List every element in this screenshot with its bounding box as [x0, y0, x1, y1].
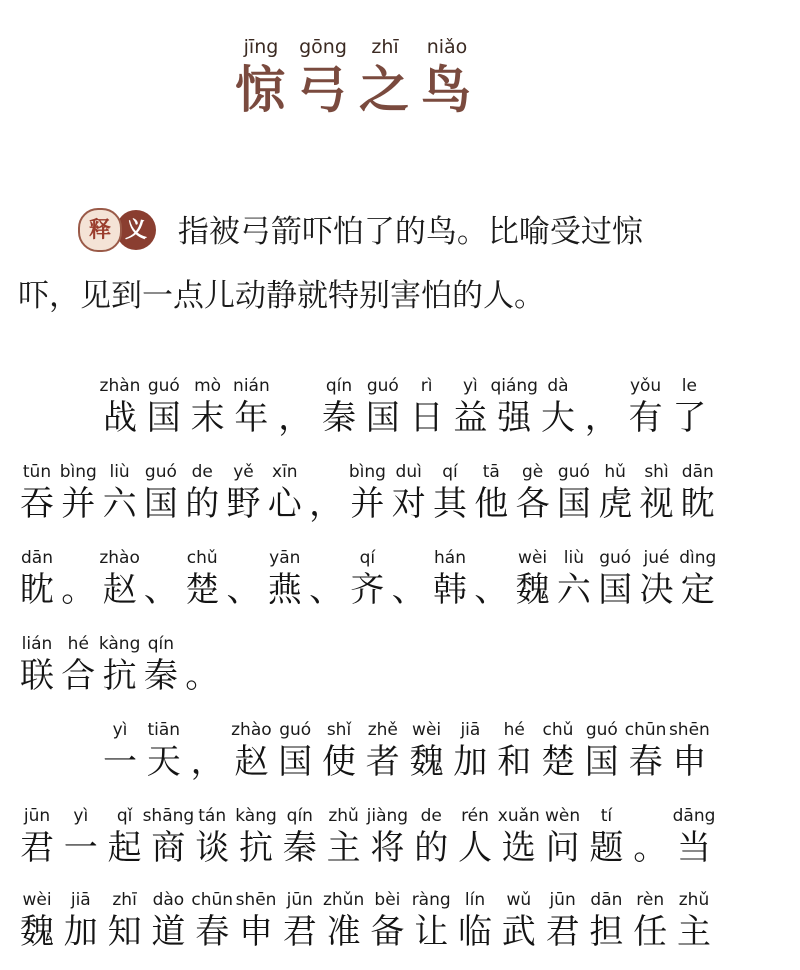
hanzi-char: 谈 [195, 828, 230, 868]
pinyin-syllable: lín [464, 890, 486, 910]
hanzi-char: 申 [239, 912, 273, 952]
hanzi-char: 道 [151, 912, 186, 952]
title-pinyin-syllable: jīng [243, 36, 279, 58]
hanzi-char: 让 [414, 912, 449, 952]
hanzi-char: 使 [322, 742, 356, 782]
pinyin-syllable: hé [503, 720, 525, 740]
hanzi-char: 联 [20, 656, 54, 696]
pinyin-syllable: rèn [636, 890, 665, 910]
hanzi-char: 楚 [185, 570, 220, 610]
hanzi-char: 担 [589, 912, 624, 952]
hanzi-char: 他 [474, 484, 509, 524]
hanzi-char: 君 [545, 912, 580, 952]
pinyin-syllable: tiān [147, 720, 181, 740]
story-line [0, 806, 800, 886]
pinyin-syllable: tí [600, 806, 613, 826]
hanzi-char: 六 [556, 570, 591, 610]
pinyin-syllable: yì [112, 720, 128, 740]
pinyin-syllable: chūn [624, 720, 667, 740]
pinyin-syllable: dān [21, 548, 53, 568]
pinyin-syllable: xuǎn [497, 806, 540, 826]
pinyin-syllable: shēn [668, 720, 710, 740]
pinyin-syllable: guó [599, 548, 632, 568]
pinyin-syllable: dìng [679, 548, 717, 568]
pinyin-syllable: zhàn [99, 376, 141, 396]
pinyin-syllable: ràng [411, 890, 451, 910]
pinyin-syllable: qí [442, 462, 458, 482]
hanzi-char: 加 [453, 742, 488, 782]
hanzi-char: 国 [365, 398, 400, 438]
hanzi-char: 武 [501, 912, 536, 952]
pinyin-syllable: lián [21, 634, 53, 654]
hanzi-char: 魏 [515, 570, 550, 610]
hanzi-char: 一 [103, 742, 137, 782]
story-line [0, 720, 800, 800]
hanzi-char: 主 [326, 828, 361, 868]
pinyin-syllable: liù [563, 548, 585, 568]
hanzi-char: 秦 [322, 398, 356, 438]
pinyin-syllable: rén [461, 806, 489, 826]
pinyin-syllable: zhǔn [322, 890, 365, 910]
hanzi-char: 、 [391, 570, 426, 610]
hanzi-char: 益 [453, 398, 488, 438]
pinyin-syllable: guó [279, 720, 312, 740]
story-line [0, 376, 800, 456]
pinyin-syllable: mò [194, 376, 222, 396]
pinyin-syllable: yì [462, 376, 478, 396]
story-line [0, 548, 800, 628]
pinyin-syllable: zhǔ [328, 806, 359, 826]
hanzi-char: 韩 [433, 570, 467, 610]
hanzi-char: 秦 [143, 656, 178, 696]
pinyin-syllable: xīn [272, 462, 298, 482]
pinyin-syllable: duì [395, 462, 422, 482]
pinyin-syllable: shēn [235, 890, 277, 910]
hanzi-char: 申 [672, 742, 707, 782]
pinyin-syllable: jiàng [366, 806, 409, 826]
hanzi-char: 战 [103, 398, 137, 438]
hanzi-char: 和 [497, 742, 532, 782]
hanzi-char: 齐 [350, 570, 385, 610]
hanzi-char: 一 [63, 828, 98, 868]
pinyin-syllable: shì [644, 462, 669, 482]
hanzi-char: 者 [365, 742, 400, 782]
definition-text-2: 吓，见到一点儿动静就特别害怕的人。 [18, 278, 545, 314]
hanzi-char: 国 [278, 742, 313, 782]
definition-line-2 [18, 264, 718, 328]
pinyin-syllable: yě [233, 462, 254, 482]
story-line [0, 462, 800, 542]
pinyin-syllable: kàng [235, 806, 277, 826]
pinyin-syllable: guó [366, 376, 399, 396]
title-char: 之 [359, 60, 411, 119]
hanzi-char: 将 [370, 828, 405, 868]
title-pinyin-syllable: zhī [371, 36, 399, 58]
hanzi-char: ， [309, 484, 344, 524]
pinyin-syllable: hǔ [604, 462, 626, 482]
hanzi-char: 末 [190, 398, 225, 438]
pinyin-syllable: dào [152, 890, 185, 910]
hanzi-char: 商 [151, 828, 186, 868]
pinyin-syllable: zhǔ [678, 890, 710, 910]
hanzi-char: 的 [185, 484, 220, 524]
hanzi-char: 燕 [267, 570, 302, 610]
hanzi-char: 。 [185, 656, 220, 696]
hanzi-char: 起 [107, 828, 142, 868]
pinyin-syllable: jūn [23, 806, 51, 826]
pinyin-syllable: yān [269, 548, 301, 568]
pinyin-syllable: qiáng [490, 376, 538, 396]
hanzi-char: 国 [143, 484, 178, 524]
hanzi-char: 年 [234, 398, 269, 438]
hanzi-char: 、 [226, 570, 261, 610]
pinyin-syllable: guó [147, 376, 180, 396]
hanzi-char: 任 [633, 912, 668, 952]
title-pinyin-row [230, 36, 490, 62]
pinyin-syllable: nián [233, 376, 270, 396]
pinyin-syllable: chǔ [186, 548, 218, 568]
hanzi-char: 抗 [102, 656, 137, 696]
pinyin-syllable: de [420, 806, 442, 826]
pinyin-syllable: wèi [22, 890, 52, 910]
hanzi-char: 加 [63, 912, 98, 952]
pinyin-syllable: wèi [518, 548, 548, 568]
hanzi-char: 赵 [102, 570, 137, 610]
hanzi-char: 。 [61, 570, 96, 610]
hanzi-char: 主 [677, 912, 711, 952]
pinyin-syllable: jiā [460, 720, 481, 740]
hanzi-char: 心 [267, 484, 302, 524]
hanzi-char: 春 [628, 742, 663, 782]
pinyin-syllable: dāng [672, 806, 716, 826]
hanzi-char: 知 [107, 912, 142, 952]
pinyin-syllable: zhī [112, 890, 137, 910]
pinyin-syllable: kàng [98, 634, 141, 654]
pinyin-syllable: guó [557, 462, 590, 482]
definition-block [18, 200, 718, 328]
pinyin-syllable: bèi [374, 890, 401, 910]
hanzi-char: 定 [680, 570, 715, 610]
hanzi-char: 魏 [409, 742, 444, 782]
hanzi-char: ， [584, 398, 619, 438]
hanzi-char: 六 [102, 484, 137, 524]
definition-line-1 [18, 200, 718, 264]
pinyin-syllable: shǐ [326, 720, 352, 740]
hanzi-char: 的 [414, 828, 449, 868]
hanzi-char: 、 [309, 570, 344, 610]
pinyin-syllable: guó [585, 720, 618, 740]
pinyin-syllable: jūn [549, 890, 576, 910]
pinyin-syllable: bìng [59, 462, 97, 482]
hanzi-char: 强 [497, 398, 532, 438]
hanzi-char: ， [278, 398, 313, 438]
hanzi-char: 当 [677, 828, 711, 868]
page-title [230, 62, 490, 118]
hanzi-char: 有 [628, 398, 663, 438]
pinyin-syllable: tā [482, 462, 500, 482]
hanzi-char: 了 [672, 398, 707, 438]
pinyin-syllable: tūn [22, 462, 52, 482]
pinyin-syllable: gè [521, 462, 544, 482]
hanzi-char: 决 [639, 570, 674, 610]
pinyin-syllable: hán [434, 548, 466, 568]
definition-text-1: 指被弓箭吓怕了的鸟。比喻受过惊 [177, 214, 643, 250]
hanzi-char: 备 [370, 912, 405, 952]
hanzi-char: 、 [143, 570, 178, 610]
hanzi-char: 野 [226, 484, 261, 524]
hanzi-char: 国 [556, 484, 591, 524]
hanzi-char: 并 [61, 484, 96, 524]
hanzi-char: ， [190, 742, 225, 782]
title-block [230, 36, 490, 118]
pinyin-syllable: dān [681, 462, 714, 482]
pinyin-syllable: le [681, 376, 697, 396]
pinyin-syllable: zhào [231, 720, 272, 740]
hanzi-char: 各 [515, 484, 550, 524]
pinyin-syllable: liù [109, 462, 130, 482]
definition-badge [78, 208, 156, 252]
pinyin-syllable: shāng [142, 806, 195, 826]
pinyin-syllable: bìng [348, 462, 386, 482]
pinyin-syllable: jūn [286, 890, 313, 910]
hanzi-char: 。 [633, 828, 668, 868]
title-char: 惊 [235, 60, 287, 119]
hanzi-char: 魏 [20, 912, 54, 952]
hanzi-char: 问 [545, 828, 580, 868]
pinyin-syllable: guó [144, 462, 177, 482]
hanzi-char: 人 [458, 828, 492, 868]
hanzi-char: 大 [541, 398, 575, 438]
hanzi-char: 对 [391, 484, 426, 524]
pinyin-syllable: zhào [99, 548, 140, 568]
pinyin-syllable: qín [147, 634, 175, 654]
hanzi-char: 赵 [234, 742, 269, 782]
pinyin-syllable: chūn [191, 890, 234, 910]
hanzi-char: 国 [598, 570, 633, 610]
hanzi-char: 题 [589, 828, 624, 868]
pinyin-syllable: wèi [412, 720, 442, 740]
hanzi-char: 临 [458, 912, 492, 952]
pinyin-syllable: tán [198, 806, 227, 826]
hanzi-char: 眈 [20, 570, 54, 610]
pinyin-syllable: qǐ [116, 806, 133, 826]
hanzi-char: 抗 [239, 828, 273, 868]
hanzi-char: 国 [584, 742, 619, 782]
title-char: 弓 [297, 60, 349, 119]
pinyin-syllable: rì [420, 376, 433, 396]
hanzi-char: 其 [433, 484, 467, 524]
title-pinyin-syllable: gōng [299, 36, 347, 58]
hanzi-char: 虎 [598, 484, 633, 524]
badge-char-shi: 释 [78, 208, 122, 252]
hanzi-char: 合 [61, 656, 96, 696]
pinyin-syllable: qín [286, 806, 313, 826]
story-line [0, 890, 800, 970]
pinyin-syllable: jiā [70, 890, 91, 910]
hanzi-char: 吞 [20, 484, 54, 524]
hanzi-char: 秦 [282, 828, 317, 868]
hanzi-char: 选 [501, 828, 536, 868]
pinyin-syllable: chǔ [542, 720, 574, 740]
pinyin-syllable: yì [73, 806, 89, 826]
badge-char-yi: 义 [116, 210, 156, 250]
hanzi-char: 君 [282, 912, 317, 952]
pinyin-syllable: zhě [367, 720, 398, 740]
hanzi-char: 准 [326, 912, 361, 952]
hanzi-char: 日 [409, 398, 444, 438]
hanzi-char: 并 [350, 484, 385, 524]
pinyin-syllable: yǒu [629, 376, 662, 396]
hanzi-char: 春 [195, 912, 230, 952]
pinyin-syllable: dà [547, 376, 569, 396]
hanzi-char: 君 [20, 828, 54, 868]
pinyin-syllable: qín [325, 376, 353, 396]
hanzi-char: 、 [474, 570, 509, 610]
hanzi-char: 楚 [541, 742, 575, 782]
pinyin-syllable: wǔ [506, 890, 532, 910]
pinyin-syllable: hé [67, 634, 89, 654]
hanzi-char: 天 [146, 742, 181, 782]
pinyin-syllable: wèn [545, 806, 581, 826]
hanzi-char: 眈 [680, 484, 715, 524]
title-pinyin-syllable: niǎo [426, 36, 468, 58]
pinyin-syllable: dān [590, 890, 623, 910]
title-char: 鸟 [421, 60, 473, 119]
hanzi-char: 国 [146, 398, 181, 438]
hanzi-char: 视 [639, 484, 674, 524]
pinyin-syllable: jué [643, 548, 670, 568]
pinyin-syllable: qí [359, 548, 376, 568]
pinyin-syllable: de [191, 462, 213, 482]
story-line [0, 634, 800, 714]
